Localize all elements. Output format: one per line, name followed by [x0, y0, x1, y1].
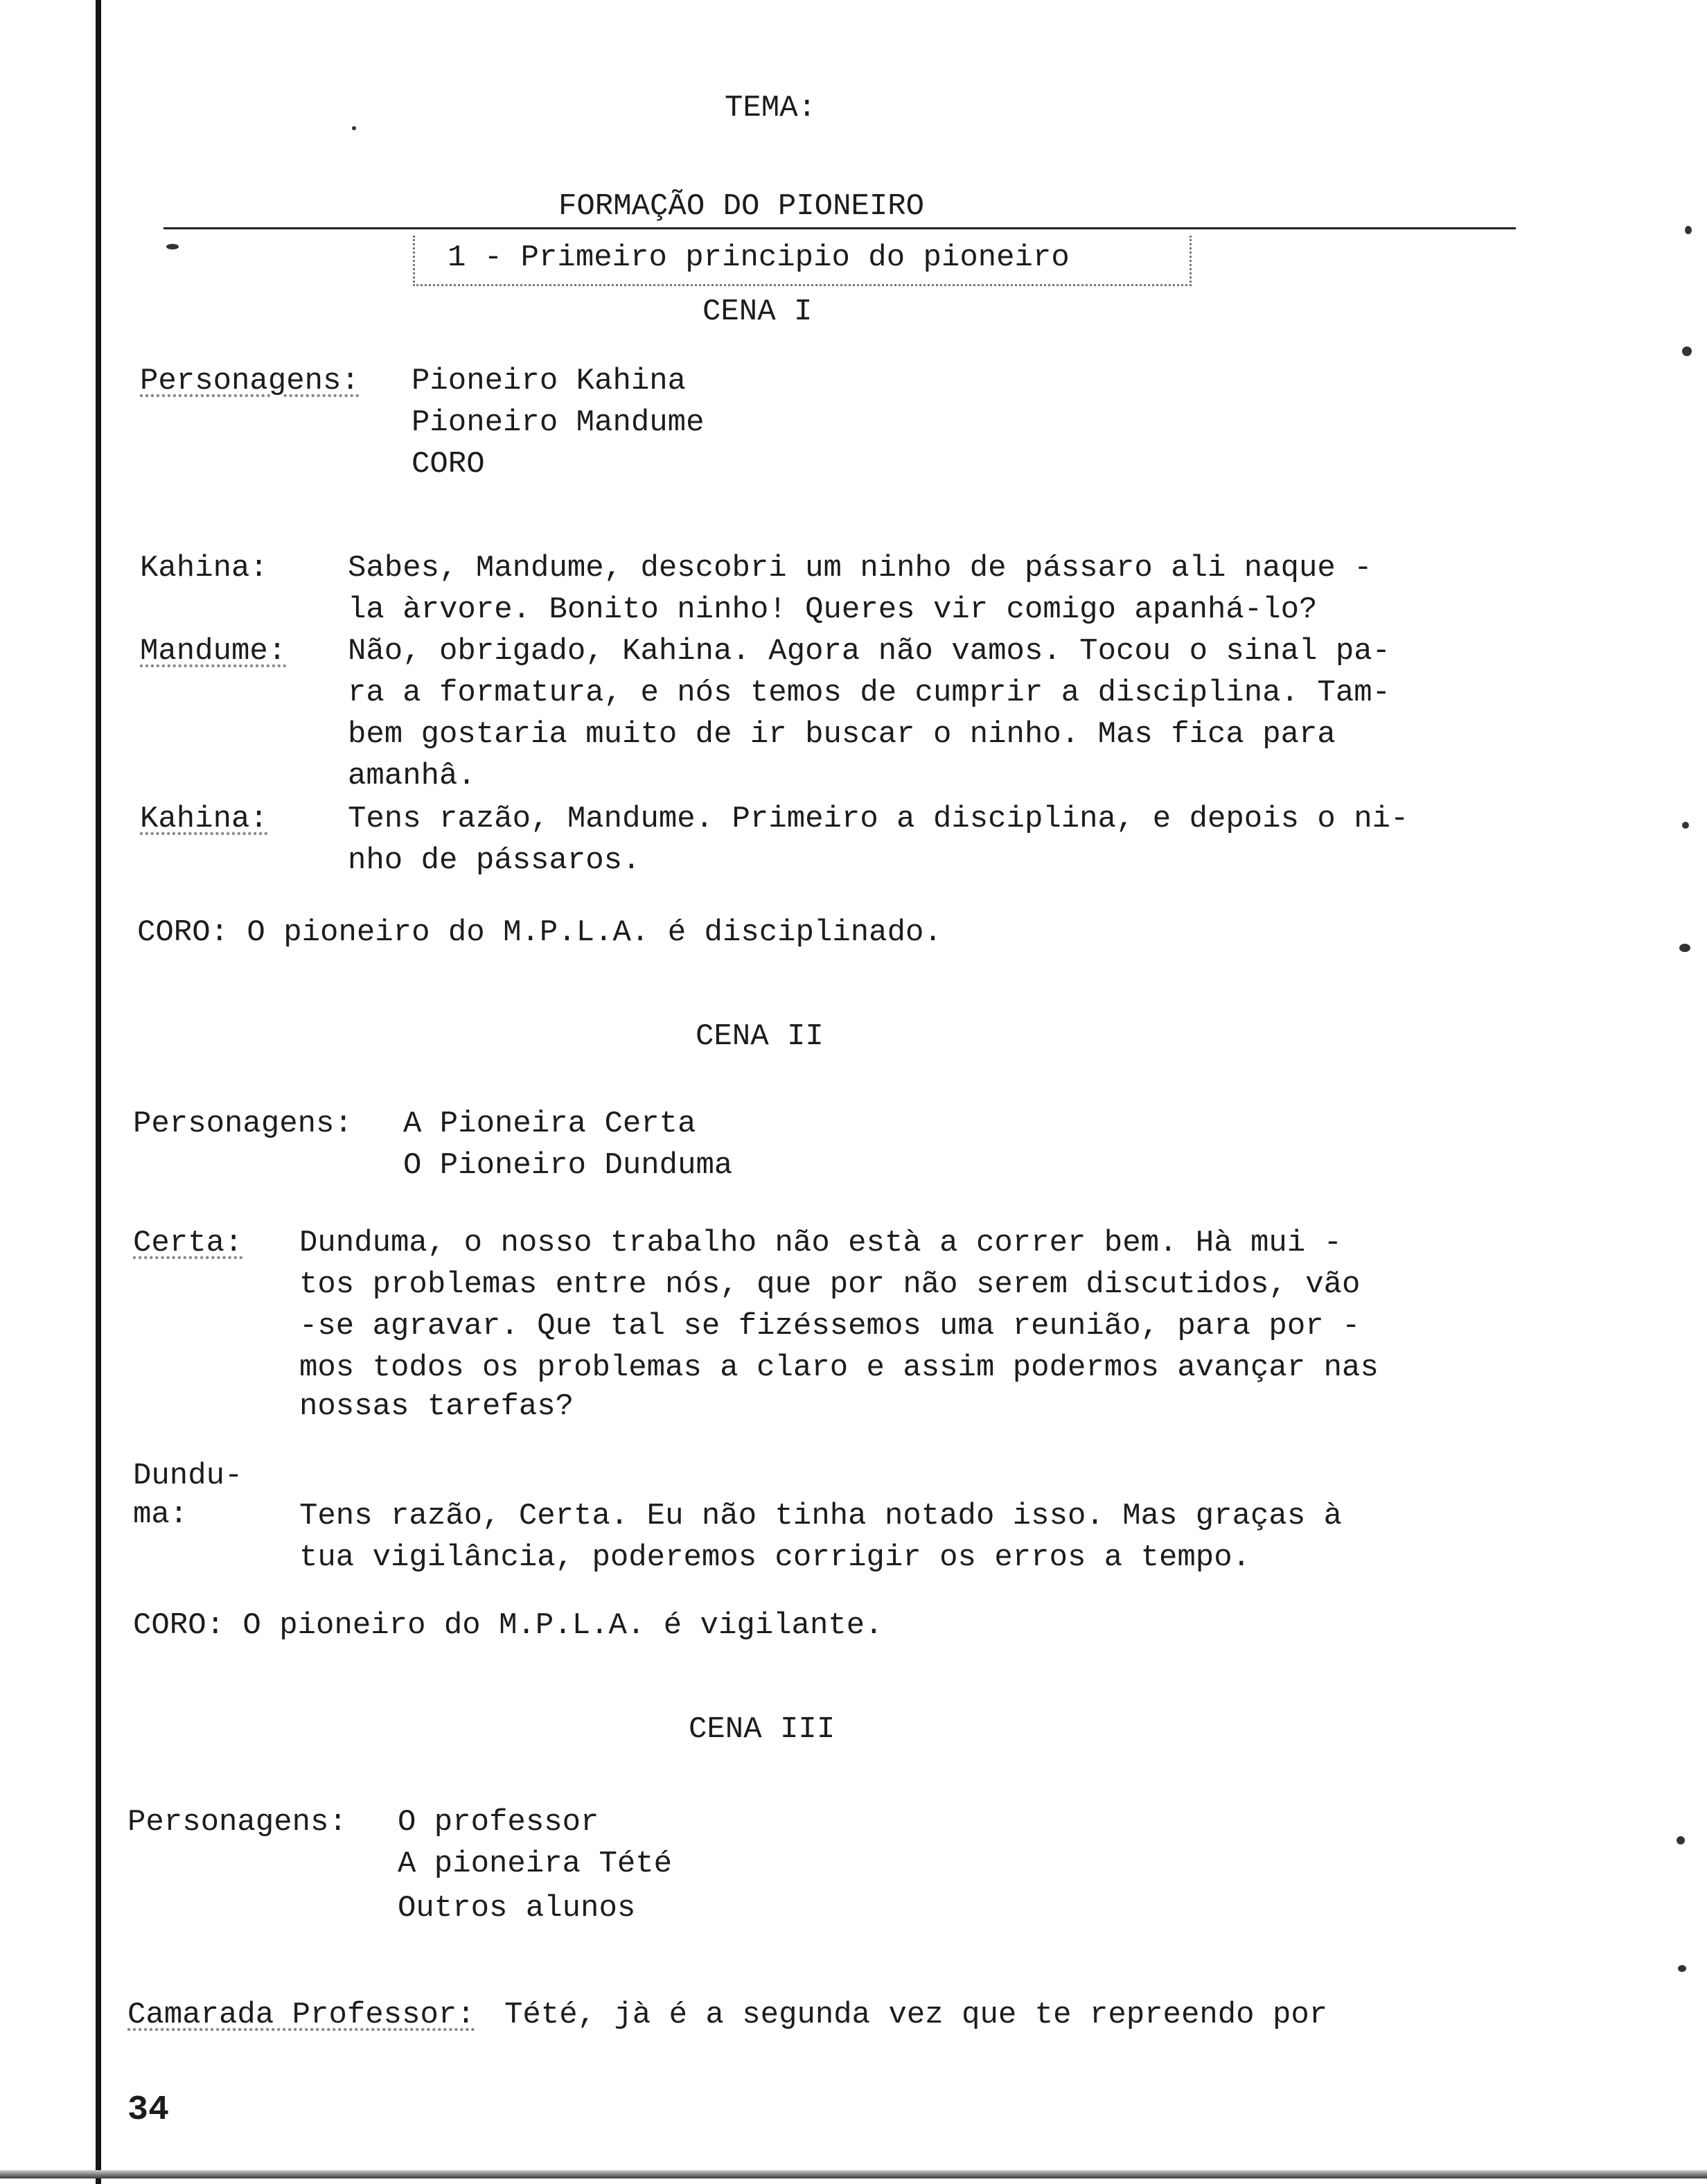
dialogue-line: Tens razão, Certa. Eu não tinha notado isso. Mas graças à [299, 1499, 1343, 1533]
dialogue-line: Tété, jà é a segunda vez que te repreendo por [504, 1998, 1328, 2032]
dialogue-line: la àrvore. Bonito ninho! Queres vir comigo apanhá-lo? [348, 592, 1318, 627]
dialogue-line: Dunduma, o nosso trabalho não està a correr bem. Hà mui - [299, 1226, 1343, 1260]
scan-speck [1678, 1965, 1686, 1972]
scan-speck [1685, 226, 1692, 234]
character-3-3: Outros alunos [398, 1891, 636, 1926]
scan-speck [1682, 346, 1692, 356]
scene-heading-2: CENA II [696, 1019, 824, 1054]
personagens-label-3: Personagens: [127, 1805, 347, 1840]
speaker-kahina: Kahina: [140, 551, 268, 585]
scene-heading-1: CENA I [702, 294, 813, 329]
document-subtitle: 1 - Primeiro principio do pioneiro [448, 240, 1070, 275]
scan-speck [1677, 1836, 1685, 1844]
dialogue-line: nossas tarefas? [299, 1389, 574, 1424]
speaker-kahina: Kahina: [140, 802, 268, 836]
dialogue-line: mos todos os problemas a claro e assim podermos avançar nas [299, 1350, 1379, 1385]
document-title: FORMAÇÃO DO PIONEIRO [558, 189, 925, 224]
dialogue-line: Sabes, Mandume, descobri um ninho de pássaro ali naque - [348, 551, 1372, 585]
scene-heading-3: CENA III [689, 1712, 835, 1747]
coro-line-2: CORO: O pioneiro do M.P.L.A. é vigilante. [133, 1608, 883, 1643]
dialogue-line: amanhâ. [348, 759, 476, 793]
scan-speck [352, 126, 356, 130]
dialogue-line: bem gostaria muito de ir buscar o ninho. Mas fica para [348, 717, 1336, 752]
scan-speck [1682, 822, 1689, 829]
dialogue-line: nho de pássaros. [348, 843, 641, 878]
speaker-professor: Camarada Professor: [127, 1998, 475, 2032]
dialogue-line: Não, obrigado, Kahina. Agora não vamos. Tocou o sinal pa- [348, 634, 1391, 669]
dialogue-line: tos problemas entre nós, que por não serem discutidos, vão [299, 1267, 1361, 1302]
character-3-2: A pioneira Tété [398, 1847, 673, 1881]
tema-label: TEMA: [725, 91, 817, 125]
speaker-dunduma: ma: [133, 1497, 188, 1532]
character-1-3: CORO [412, 447, 485, 482]
personagens-label-1: Personagens: [140, 364, 360, 398]
page-number: 34 [127, 2090, 170, 2130]
speaker-mandume: Mandume: [140, 634, 287, 669]
dialogue-line: Tens razão, Mandume. Primeiro a disciplina, e depois o ni- [348, 802, 1409, 836]
title-rule [163, 227, 1516, 229]
speaker-certa: Certa: [133, 1226, 243, 1260]
character-1-1: Pioneiro Kahina [412, 364, 687, 398]
coro-line-1: CORO: O pioneiro do M.P.L.A. é disciplinado. [137, 915, 942, 950]
dialogue-line: tua vigilância, poderemos corrigir os erros a tempo. [299, 1540, 1251, 1575]
character-1-2: Pioneiro Mandume [412, 405, 705, 440]
speaker-dunduma: Dundu- [133, 1459, 243, 1493]
character-3-1: O professor [398, 1805, 599, 1840]
character-2-1: A Pioneira Certa [403, 1107, 696, 1141]
page-binding-edge [96, 0, 101, 2184]
page-bottom-edge [0, 2170, 1707, 2178]
scan-speck [166, 244, 179, 249]
character-2-2: O Pioneiro Dunduma [403, 1148, 733, 1183]
scan-speck [1679, 944, 1690, 952]
dialogue-line: -se agravar. Que tal se fizéssemos uma reunião, para por - [299, 1309, 1361, 1344]
dialogue-line: ra a formatura, e nós temos de cumprir a disciplina. Tam- [348, 676, 1391, 710]
personagens-label-2: Personagens: [133, 1107, 353, 1141]
